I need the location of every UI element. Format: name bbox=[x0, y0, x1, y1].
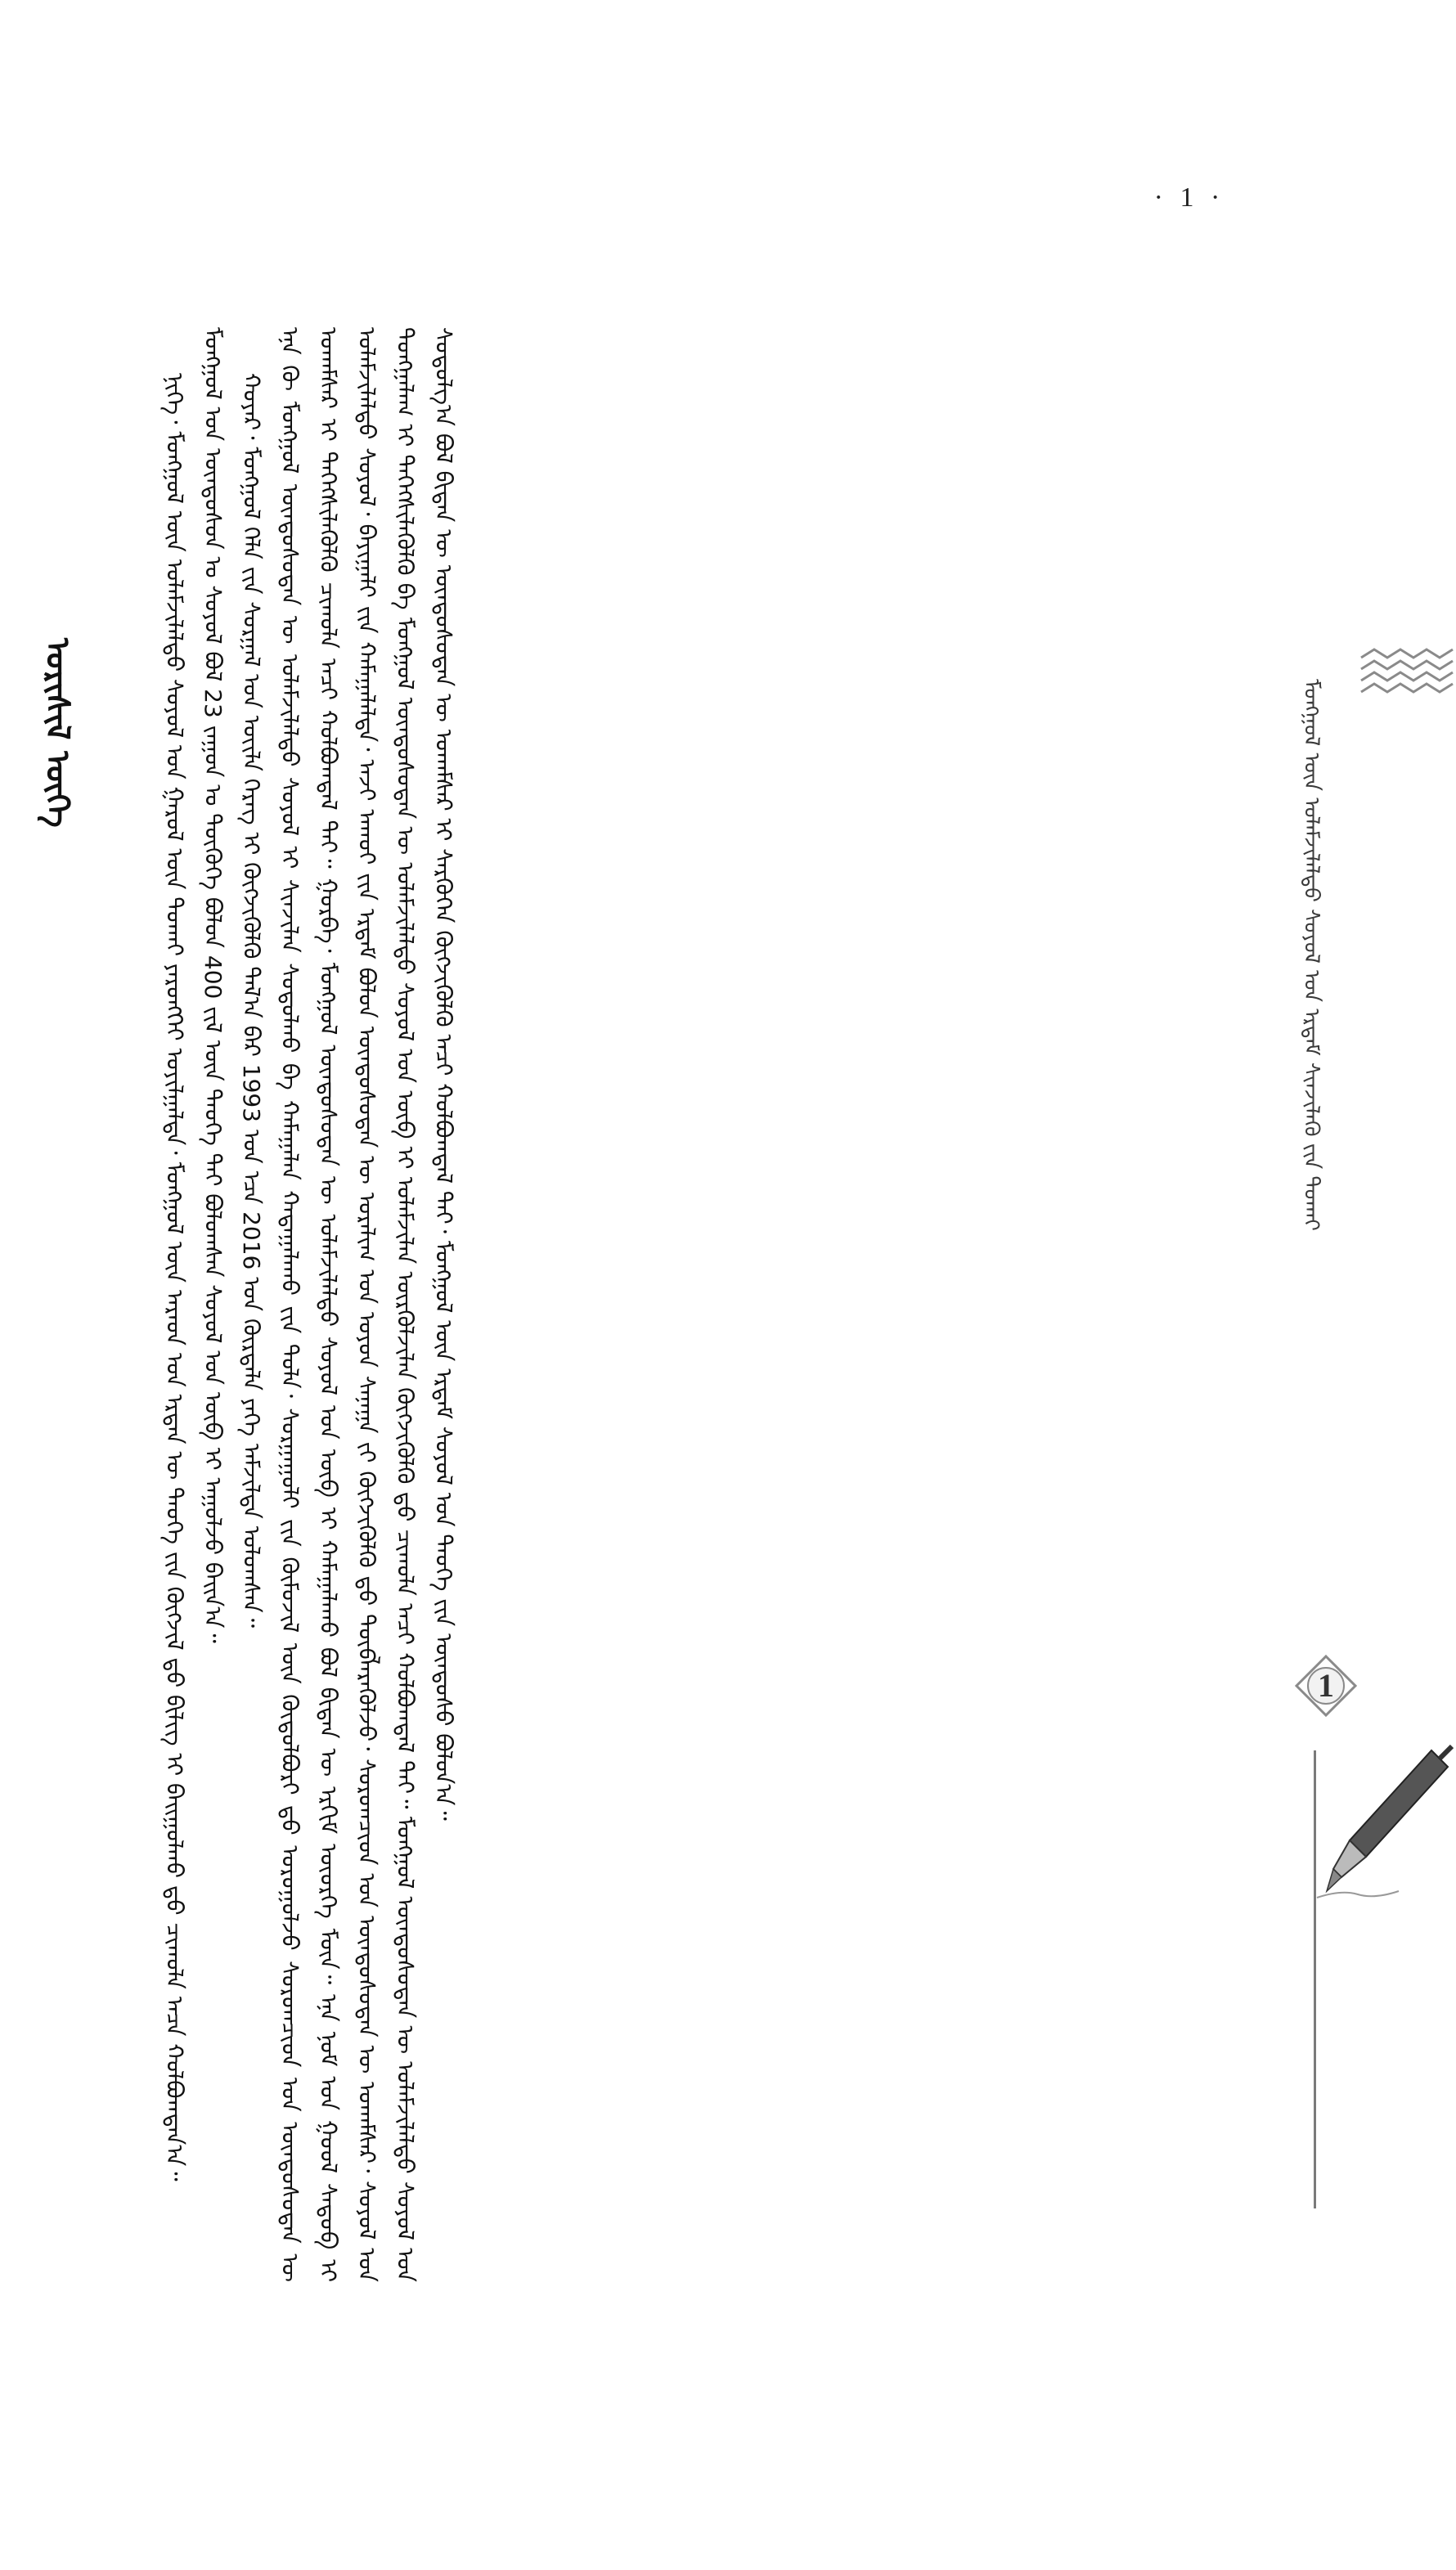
fountain-pen-icon bbox=[1309, 1734, 1456, 1906]
page-number: · 1 · bbox=[1153, 182, 1225, 213]
paragraph-3: ᠬᠣᠶᠠᠷ᠂ ᠮᠣᠩᠭᠣᠯ ᠬᠡᠯᠡ ᠶ᠋ᠢᠨ ᠰᠤᠷᠭᠠᠯ ᠤᠨ ᠦᠢᠯᠡ ᠬᠡᠷᠡᠭ ᠢ ᠬᠥᠭᠵᠢᠭᠦᠯᠬᠦ ᠲᠠᠯ᠎ᠠ ᠪᠠᠷ 1993 ᠣᠨ ᠡᠴᠡ 2016 ᠣᠨ ᠬᠦᠷᠲᠡᠯᠡ ᠶᠡᠬᠡ ᠠᠮᠵᠢᠯᠲᠠ ᠣᠯᠤᠭᠰᠠᠨ᠃ bbox=[238, 373, 265, 1629]
paragraph-4: ᠡᠨᠡ ᠬᠦ ᠮᠣᠩᠭᠣᠯ ᠦᠨᠳᠦᠰᠦᠲᠡᠨ ᠦ ᠤᠯᠠᠮᠵᠢᠯᠠᠯᠲᠤ ᠰᠤᠶᠤᠯ ᠢ ᠰᠢᠨᠵᠢᠯᠡᠨ ᠰᠣᠳᠤᠯᠬᠤ ᠪᠠ ᠬᠠᠮᠠᠭᠠᠯᠠᠨ ᠬᠠᠳᠠᠭᠠᠯᠠᠬᠤ ᠶ᠋ᠢᠨ ᠲᠤᠯᠠ᠂ ᠰᠤᠷᠭᠠᠭᠤᠯᠢ ᠶ᠋ᠢᠨ ᠬᠦᠮᠦᠵᠢᠯ ᠦᠨ ᠬᠥᠲᠦᠯᠪᠦᠷᠢ ᠳ᠋ᠤ ᠣᠷᠣᠭᠤᠯᠵᠤ ᠰᠤᠷᠤᠭᠴᠢᠳ ᠤᠨ ᠦᠨᠳᠦᠰᠦᠲᠡᠨ ᠦ ᠤᠬᠠᠮᠰᠠᠷ ᠢ ᠳᠡᠭᠡᠭᠰᠢᠯᠡᠭᠦᠯᠬᠦ ᠴᠢᠬᠤᠯᠠ ᠠᠴᠢ ᠬᠣᠯᠪᠣᠭᠳᠠᠯ ᠲᠠᠢ᠃ ᠭᠤᠷᠪᠠ᠂ ᠮᠣᠩᠭᠣᠯ ᠦᠨᠳᠦᠰᠦᠲᠡᠨ ᠦ ᠤᠯᠠᠮᠵᠢᠯᠠᠯᠲᠤ ᠰᠤᠶᠤᠯ ᠤᠨ ᠥᠪ ᠢ ᠬᠠᠮᠠᠭᠠᠯᠠᠬᠤ ᠪᠣᠯ ᠪᠢᠳᠡᠨ ᠦ ᠡᠷᠬᠢᠮ ᠦᠦᠷᠭᠡ ᠮᠥᠨ᠃ ᠡᠨᠡ ᠨᠣᠮ ᠤᠨ ᠭᠣᠣᠯ ᠰᠡᠳᠦᠪ ᠢ ᠤᠯᠠᠮᠵᠢᠯᠠᠯᠲᠤ ᠰᠤᠶᠤᠯ᠂ ᠪᠠᠶᠢᠭᠠᠯᠢ ᠶ᠋ᠢᠨ ᠬᠠᠮᠠᠭᠠᠯᠠᠯᠲᠠ᠂ ᠠᠵᠢ ᠠᠬᠤᠢ ᠶ᠋ᠢᠨ ᠡᠷᠳᠡᠮ ᠪᠣᠯᠤᠨ ᠦᠨᠳᠦᠰᠦᠲᠡᠨ ᠦ ᠤᠷᠠᠯᠢᠭ ᠤᠨ ᠣᠶᠤᠨ ᠰᠠᠨᠠᠭᠠ ᠶ᠋ᠢ ᠬᠥᠭᠵᠢᠭᠦᠯᠬᠦ ᠳ᠋ᠤ ᠲᠥᠪᠯᠡᠷᠡᠭᠦᠯᠵᠦ᠂ ᠰᠤᠷᠤᠭᠴᠢᠳ ᠤᠨ ᠦᠨᠳᠦᠰᠦᠲᠡᠨ ᠦ ᠤᠬᠠᠮᠰᠠᠷ᠂ ᠰᠣᠶᠤᠯ ᠤᠨ ᠲᠤᠩᠭᠠᠯᠠᠭ ᠢ ᠳᠡᠭᠡᠭᠰᠢᠯᠡᠭᠦᠯᠬᠦ ᠪᠠ ᠮᠣᠩᠭᠣᠯ ᠦᠨᠳᠦᠰᠦᠲᠡᠨ ᠦ ᠤᠯᠠᠮᠵᠢᠯᠠᠯᠲᠤ ᠰᠤᠶᠤᠯ ᠤᠨ ᠥᠪ ᠢ ᠤᠯᠠᠮᠵᠢᠯᠠᠨ ᠦᠷᠭᠦᠯᠵᠢᠯᠡᠨ ᠬᠥᠭᠵᠢᠭᠦᠯᠬᠦ ᠳ᠋ᠤ ᠴᠢᠬᠤᠯᠠ ᠠᠴᠢ ᠬᠣᠯᠪᠣᠭᠳᠠᠯ ᠲᠠᠢ᠃ ᠮᠣᠩᠭᠣᠯ ᠦᠨᠳᠦᠰᠦᠲᠡᠨ ᠦ ᠤᠯᠠᠮᠵᠢᠯᠠᠯᠲᠤ ᠰᠤᠶᠤᠯ ᠤᠨ ᠰᠣᠳᠤᠯᠭ᠎ᠠ ᠪᠣᠯ ᠪᠢᠳᠡᠨ ᠦ ᠦᠨᠳᠦᠰᠦᠲᠡᠨ ᠦ ᠤᠬᠠᠮᠰᠠᠷ ᠢ ᠰᠡᠷᠭᠦᠭᠡᠨ ᠬᠥᠭᠵᠢᠭᠦᠯᠬᠦ ᠠᠴᠢ ᠬᠣᠯᠪᠣᠭᠳᠠᠯ ᠲᠠᠢ᠂ ᠮᠣᠩᠭᠣᠯ ᠦᠨ ᠡᠷᠳᠡᠮ ᠰᠣᠶᠤᠯ ᠤᠨ ᠲᠡᠦᠬᠡ ᠶ᠋ᠢᠨ ᠦᠨᠳᠦᠰᠦ ᠪᠣᠯᠤᠨ᠎ᠠ᠃ bbox=[276, 327, 457, 2282]
chapter-badge bbox=[1294, 1654, 1358, 1718]
running-header-title: ᠮᠣᠩᠭᠣᠯ ᠦᠨ ᠤᠯᠠᠮᠵᠢᠯᠠᠯᠲᠤ ᠰᠤᠶᠤᠯ ᠤᠨ ᠡᠷᠳᠡᠮ ᠰᠢᠨᠵᠢᠯᠡᠬᠦ ᠶ᠋ᠢᠨ ᠲᠤᠬᠠᠢ bbox=[1299, 679, 1323, 1231]
footer-book-title: ᠣᠷᠢᠰᠢᠯ ᠦᠭᠡ bbox=[38, 638, 76, 828]
ornament-icon bbox=[1358, 648, 1456, 700]
chapter-number: 1 bbox=[1318, 1667, 1334, 1704]
paragraph-1: ᠨᠢᠭᠡ᠂ ᠮᠣᠩᠭᠣᠯ ᠦᠨ ᠤᠯᠠᠮᠵᠢᠯᠠᠯᠲᠤ ᠰᠤᠶᠤᠯ ᠤᠨ ᠭᠠᠷᠤᠯ ᠦᠨ ᠲᠤᠬᠠᠢ ᠶᠡᠷᠦᠩᠬᠡᠢ ᠣᠶᠢᠯᠭᠠᠯᠲᠠ᠂ ᠮᠣᠩᠭᠣᠯ ᠦᠨ ᠠᠷᠠᠳ ᠤᠨ ᠡᠷᠲᠡᠨ ᠦ ᠲᠡᠦᠬᠡ ᠶ᠋ᠢᠨ ᠬᠥᠭᠵᠢᠯ ᠳ᠋ᠤ ᠪᠢᠯᠢᠭ᠌ ᠢ ᠪᠠᠢᠭᠤᠯᠬᠤ ᠳ᠋ᠤ ᠴᠢᠬᠤᠯᠠ ᠠᠴᠠ ᠬᠣᠯᠪᠣᠭᠳᠠᠨ᠎ᠠ᠃ bbox=[161, 373, 188, 2181]
paragraph-2: ᠮᠣᠩᠭᠣᠯ ᠤᠨ ᠦᠨᠳᠦᠰᠦᠨ ᠤ ᠰᠤᠶᠤᠯ ᠪᠣᠯ 23 ᠵᠠᠭᠤᠨ ᠤ ᠲᠦᠬᠦᠭᠡ ᠪᠣᠯᠤᠨ 400 ᠵᠢᠯ ᠦᠨ ᠲᠡᠦᠬᠡ ᠲᠠᠢ ᠪᠣᠯᠤᠭᠰᠠᠨ ᠰᠤᠶᠤᠯ ᠤᠨ ᠥᠪ ᠢ ᠠᠭᠤᠯᠵᠤ ᠪᠠᠢᠨ᠎ᠠ᠃ bbox=[200, 327, 227, 1643]
body-text bbox=[155, 327, 1121, 2282]
